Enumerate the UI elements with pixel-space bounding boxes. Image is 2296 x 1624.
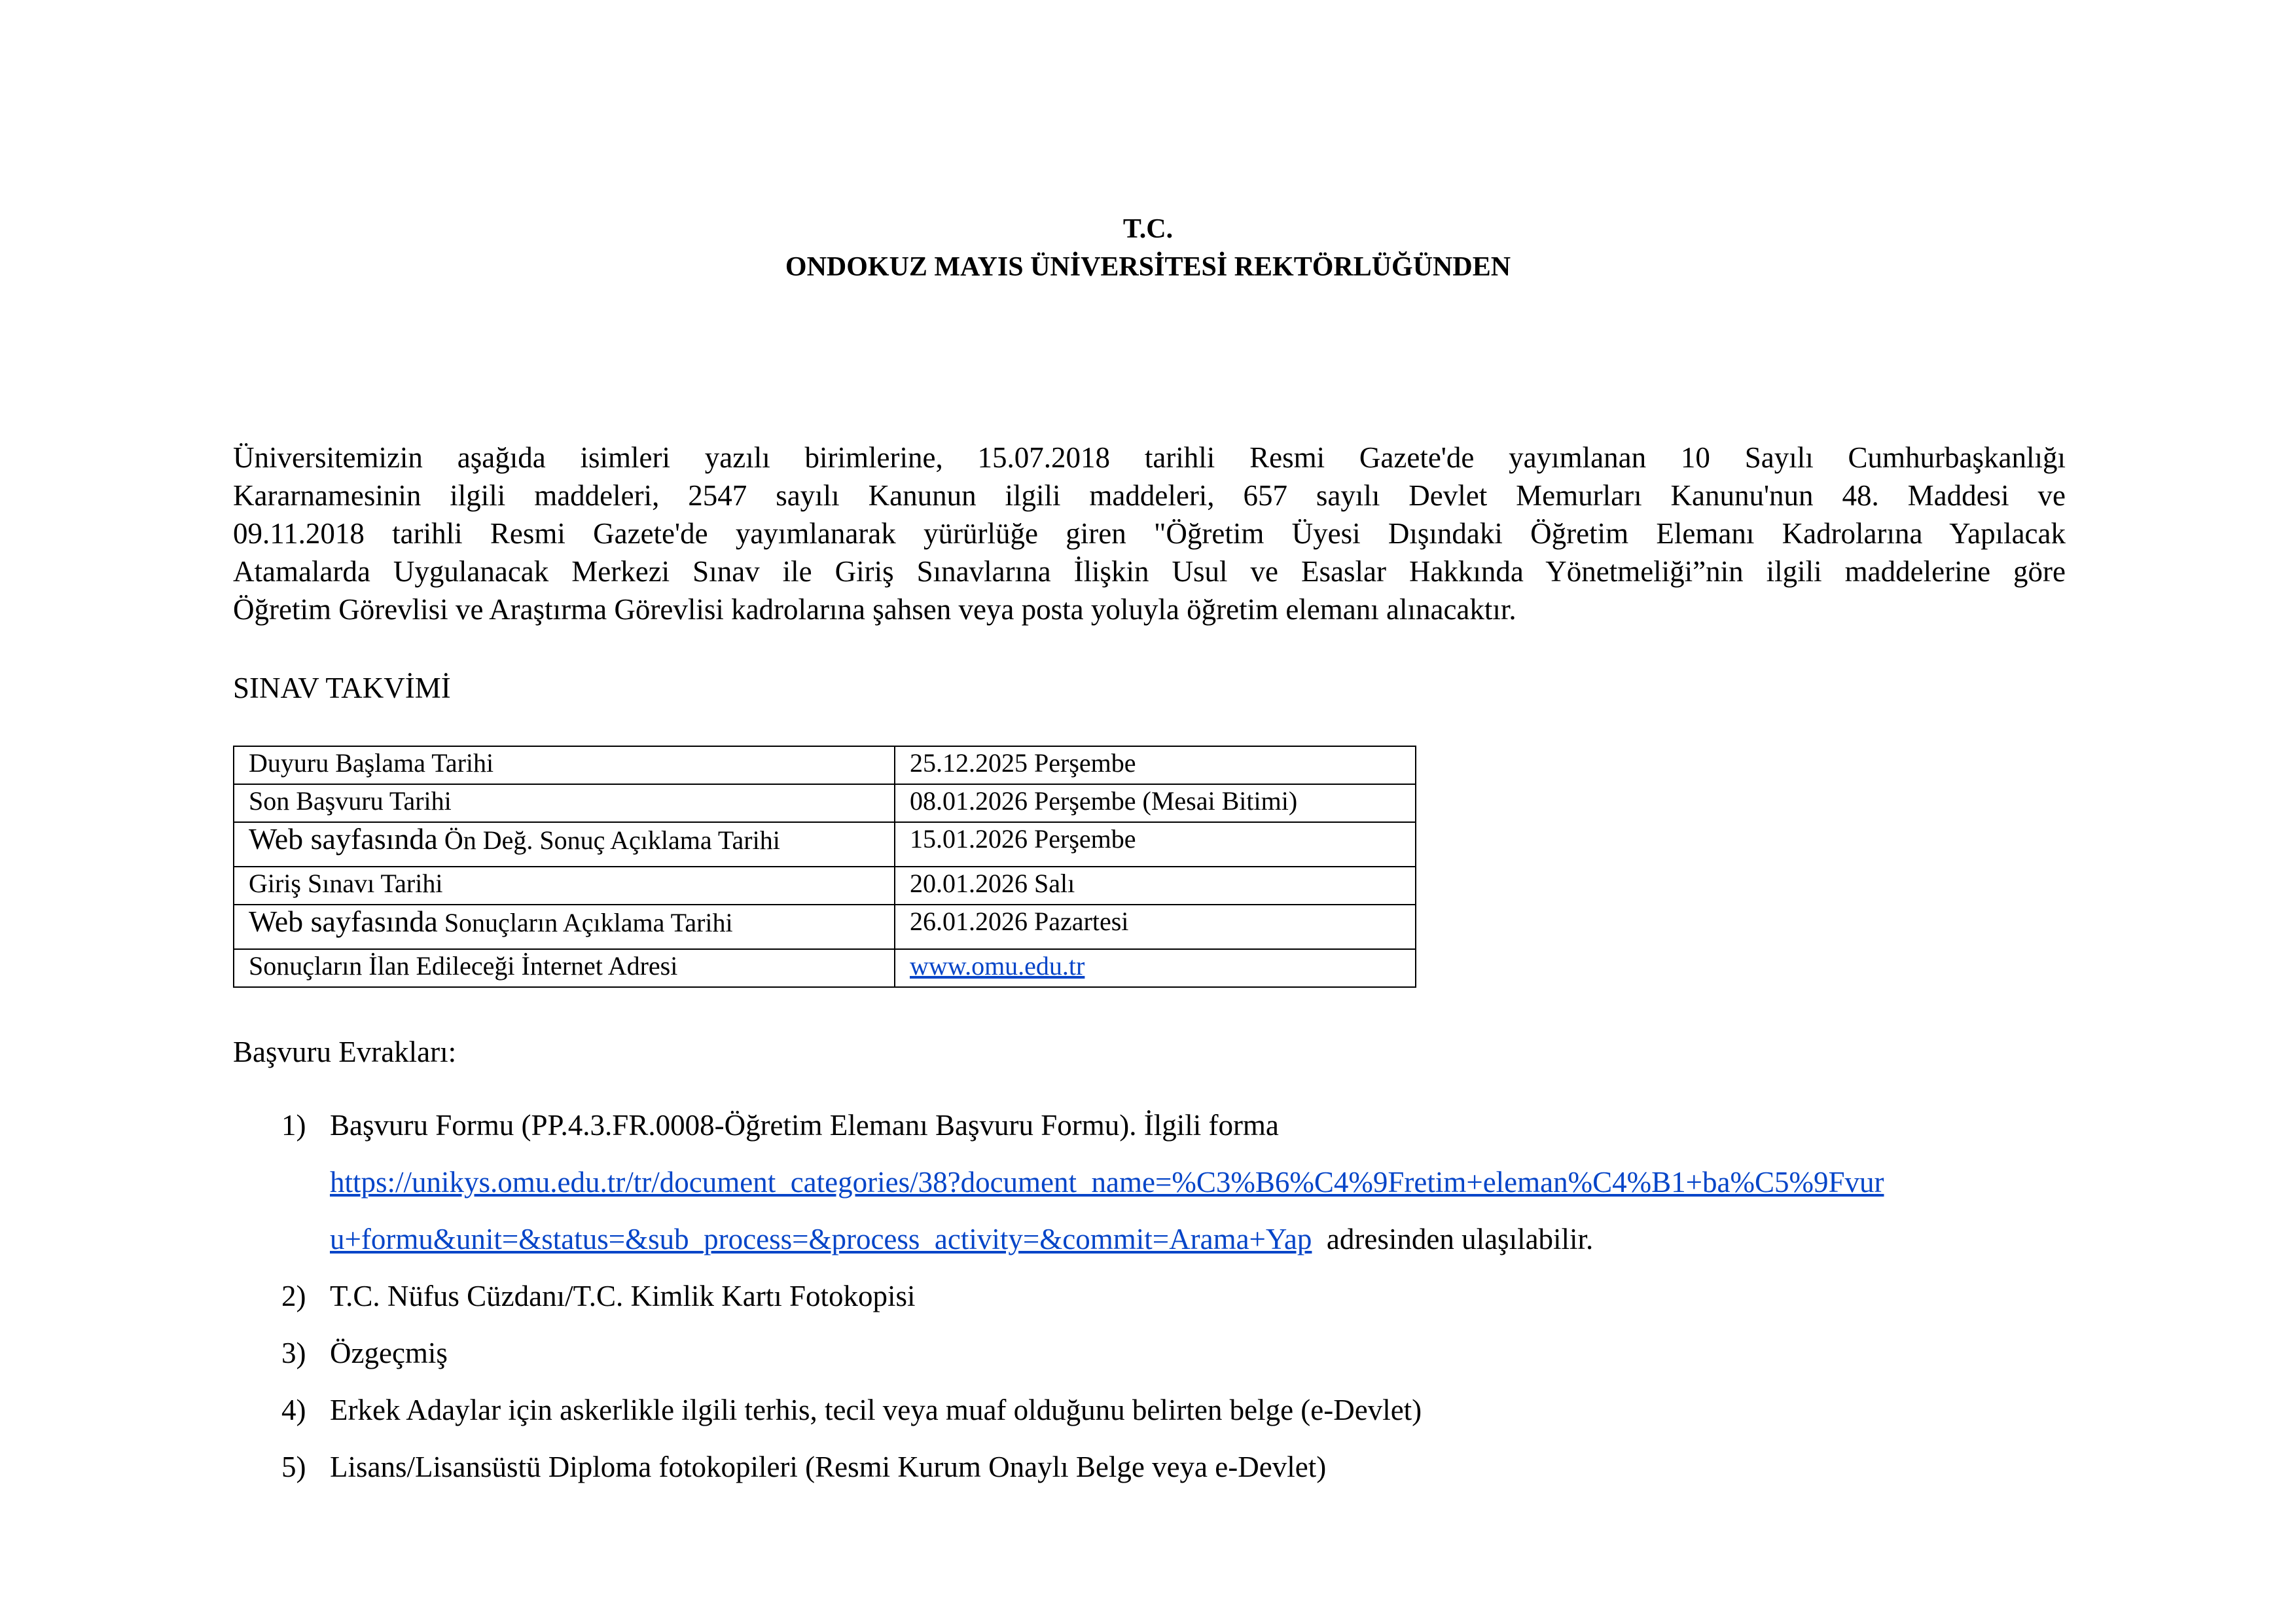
- intro-line: Kararnamesinin ilgili maddeleri, 2547 sayılı Kanunun ilgili maddeleri, 657 sayılı Devlet Memurları Kanunu'nun 48. Maddesi ve: [233, 479, 2066, 512]
- table-row: [234, 822, 1416, 867]
- list-item-number: 1): [281, 1109, 306, 1142]
- list-item-text: Özgeçmiş: [330, 1337, 448, 1369]
- schedule-label: Duyuru Başlama Tarihi: [234, 746, 895, 784]
- intro-line: 09.11.2018 tarihli Resmi Gazete'de yayımlanarak yürürlüğe giren "Öğretim Üyesi Dışındaki Öğretim Elemanı Kadrolarına Yapılacak: [233, 517, 2066, 550]
- schedule-label: Sonuçların İlan Edileceği İnternet Adresi: [234, 949, 895, 987]
- table-row: [234, 867, 1416, 905]
- schedule-value: 15.01.2026 Perşembe: [895, 822, 1416, 867]
- form-url-link[interactable]: https://unikys.omu.edu.tr/tr/document_categories/38?document_name=%C3%B6%C4%9Fretim+eleman%C4%B1+ba%C5%9Fvur: [330, 1166, 1884, 1199]
- header-university: ONDOKUZ MAYIS ÜNİVERSİTESİ REKTÖRLÜĞÜNDEN: [785, 252, 1511, 282]
- list-item: [281, 1448, 2075, 1486]
- schedule-label-cell: [234, 822, 895, 867]
- list-item: [281, 1277, 2075, 1315]
- list-item-text: Lisans/Lisansüstü Diploma fotokopileri (Resmi Kurum Onaylı Belge veya e-Devlet): [330, 1451, 1327, 1483]
- schedule-label-prefix: Web sayfasında: [249, 905, 438, 938]
- intro-line: Öğretim Görevlisi ve Araştırma Görevlisi kadrolarına şahsen veya posta yoluyla öğretim elemanı alınacaktır.: [233, 593, 1516, 626]
- documents-list: [281, 1106, 2075, 1505]
- list-item-text: Başvuru Formu (PP.4.3.FR.0008-Öğretim Elemanı Başvuru Formu). İlgili forma: [330, 1109, 1279, 1142]
- schedule-label-cell: [234, 905, 895, 949]
- schedule-value: 08.01.2026 Perşembe (Mesai Bitimi): [895, 784, 1416, 822]
- table-row: [234, 949, 1416, 987]
- intro-paragraph: [233, 439, 2066, 628]
- table-row: [234, 905, 1416, 949]
- list-item: [281, 1334, 2075, 1372]
- schedule-label: Ön Değ. Sonuç Açıklama Tarihi: [444, 825, 780, 855]
- schedule-title: SINAV TAKVİMİ: [233, 672, 451, 704]
- documents-title: Başvuru Evrakları:: [233, 1036, 457, 1068]
- list-item-suffix: adresinden ulaşılabilir.: [1326, 1223, 1594, 1255]
- list-item: [281, 1106, 2075, 1258]
- form-url-link[interactable]: u+formu&unit=&status=&sub_process=&process_activity=&commit=Arama+Yap: [330, 1223, 1312, 1255]
- form-url-line: [330, 1163, 2075, 1201]
- schedule-table: [233, 746, 1416, 988]
- schedule-value-cell: [895, 949, 1416, 987]
- table-row: [234, 784, 1416, 822]
- list-item-number: 2): [281, 1280, 306, 1312]
- list-item: [281, 1391, 2075, 1429]
- header-tc: T.C.: [1122, 214, 1174, 244]
- website-link[interactable]: www.omu.edu.tr: [910, 951, 1085, 981]
- list-item-number: 5): [281, 1451, 306, 1483]
- schedule-value: 26.01.2026 Pazartesi: [895, 905, 1416, 949]
- schedule-label-prefix: Web sayfasında: [249, 822, 438, 856]
- intro-line: Üniversitemizin aşağıda isimleri yazılı birimlerine, 15.07.2018 tarihli Resmi Gazete'de yayımlanan 10 Sayılı Cumhurbaşkanlığı: [233, 441, 2066, 474]
- list-item-number: 3): [281, 1337, 306, 1369]
- schedule-value: 25.12.2025 Perşembe: [895, 746, 1416, 784]
- form-url-line: [330, 1220, 2075, 1258]
- table-row: [234, 746, 1416, 784]
- schedule-label: Giriş Sınavı Tarihi: [234, 867, 895, 905]
- list-item-text: Erkek Adaylar için askerlikle ilgili terhis, tecil veya muaf olduğunu belirten belge (e-Devlet): [330, 1394, 1422, 1426]
- list-item-text: T.C. Nüfus Cüzdanı/T.C. Kimlik Kartı Fotokopisi: [330, 1280, 916, 1312]
- intro-line: Atamalarda Uygulanacak Merkezi Sınav ile Giriş Sınavlarına İlişkin Usul ve Esaslar Hakkında Yönetmeliği”nin ilgili maddelerine göre: [233, 555, 2066, 588]
- schedule-label: Sonuçların Açıklama Tarihi: [444, 908, 733, 937]
- schedule-label: Son Başvuru Tarihi: [234, 784, 895, 822]
- schedule-value: 20.01.2026 Salı: [895, 867, 1416, 905]
- list-item-number: 4): [281, 1394, 306, 1426]
